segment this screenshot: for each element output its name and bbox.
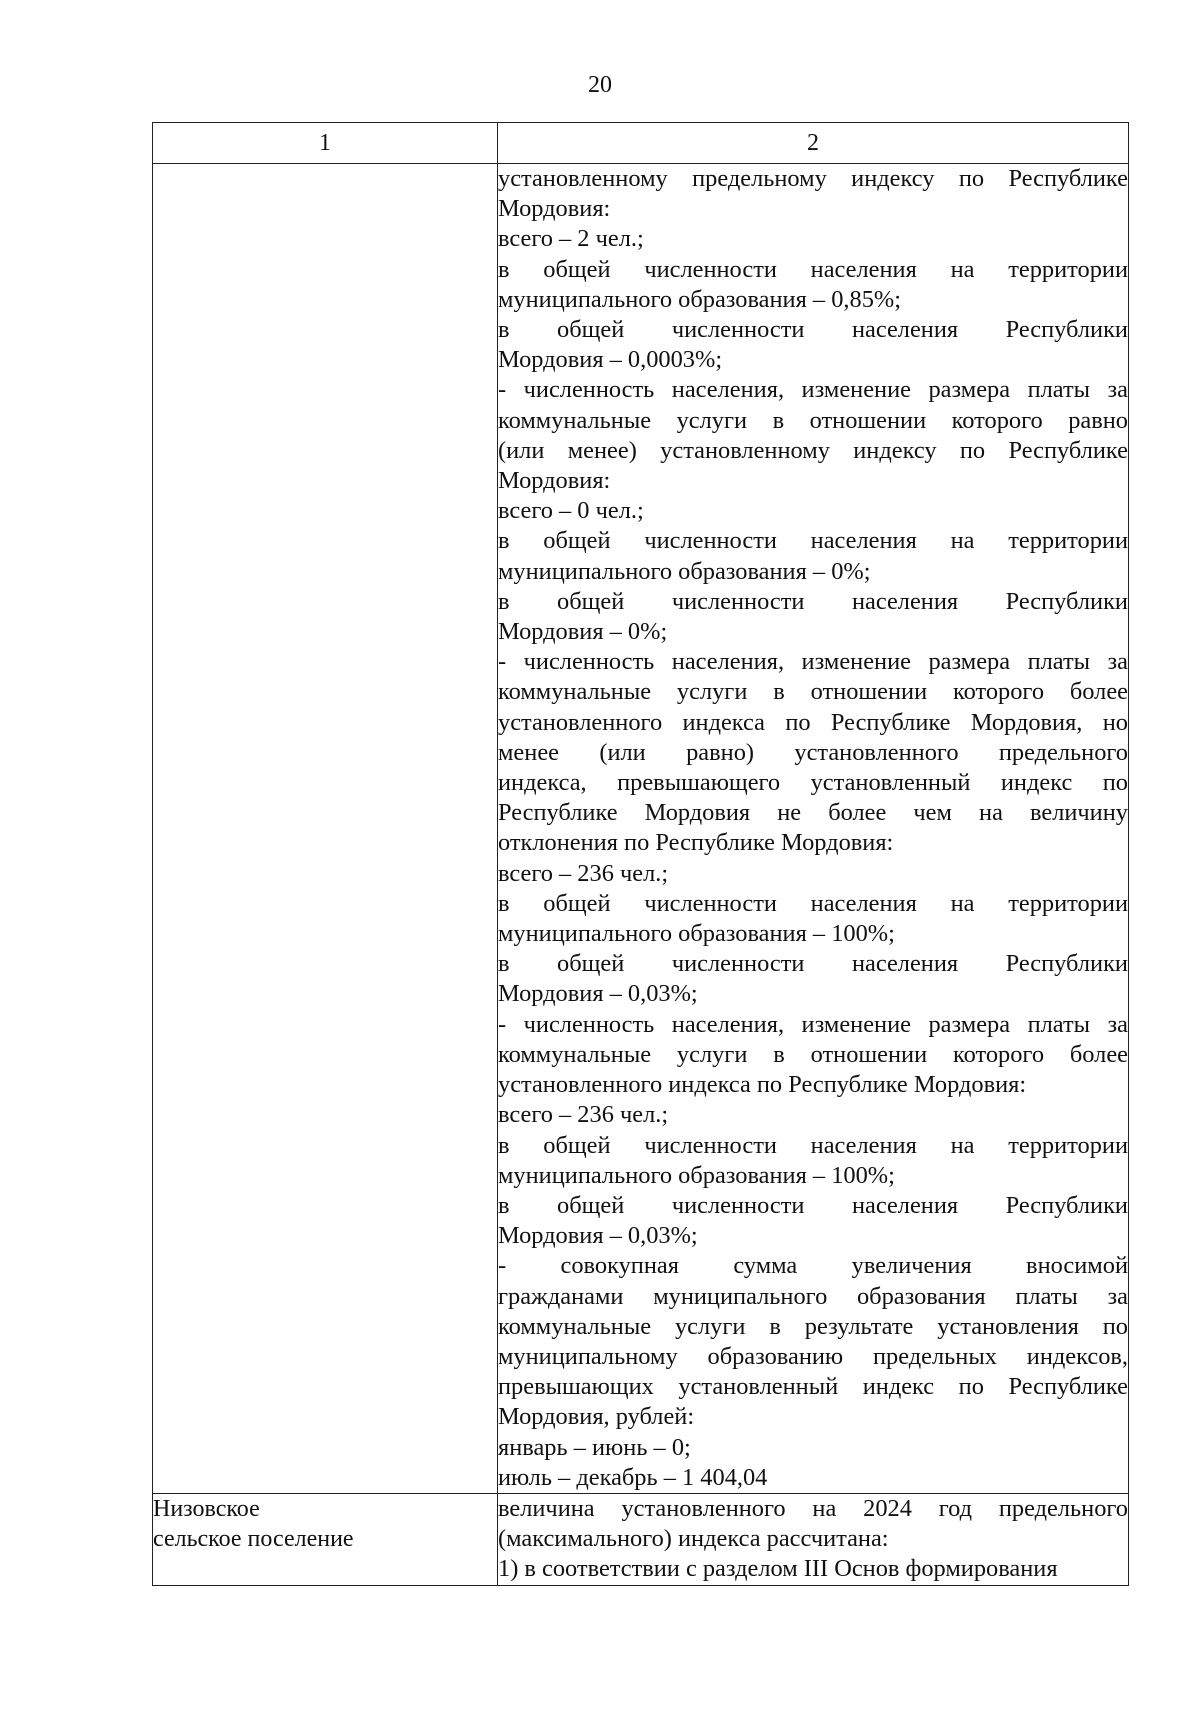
text-line: Мордовия – 0,03%; (498, 980, 698, 1008)
text-line: Мордовия, рублей: (498, 1403, 695, 1431)
text-line: в общей численности населения на территории (498, 1131, 1128, 1159)
text-line: 1) в соответствии с разделом III Основ формирования (498, 1555, 1058, 1583)
municipality-cell (153, 1493, 498, 1585)
text-line: Республике Мордовия не более чем на величину (498, 799, 1128, 827)
text-line: Мордовия: (498, 195, 611, 223)
text-line: установленного индекса по Республике Мордовия: (498, 1071, 1027, 1099)
text-line: Мордовия – 0,0003%; (498, 346, 723, 374)
page-number: 20 (588, 72, 612, 98)
text-line: коммунальные услуги в отношении которого более (498, 1040, 1128, 1068)
text-line: установленному предельному индексу по Республике (498, 165, 1128, 192)
text-line: всего – 236 чел.; (498, 1101, 669, 1129)
text-line: гражданами муниципального образования платы за (498, 1282, 1128, 1310)
text-line: - совокупная сумма увеличения вносимой (498, 1252, 1128, 1280)
text-line: январь – июнь – 0; (498, 1433, 691, 1461)
text-line: в общей численности населения на территории (498, 889, 1128, 917)
text-line: в общей численности населения Республики (498, 1191, 1128, 1219)
text-line: - численность населения, изменение размера платы за (498, 376, 1128, 404)
text-line: установленного индекса по Республике Мордовия, но (498, 708, 1128, 736)
text-line: Мордовия: (498, 467, 611, 495)
text-line: коммунальные услуги в отношении которого равно (498, 406, 1128, 434)
text-line: менее (или равно) установленного предельного (498, 738, 1128, 766)
description-cell (498, 1493, 1129, 1585)
text-line: всего – 2 чел.; (498, 225, 644, 253)
table-header-row (153, 123, 1129, 164)
table-row (153, 1493, 1129, 1585)
text-line: коммунальные услуги в отношении которого более (498, 678, 1128, 706)
table-row (153, 164, 1129, 1494)
text-line: в общей численности населения Республики (498, 950, 1128, 978)
text-line: Мордовия – 0%; (498, 618, 668, 646)
text-line: в общей численности населения Республики (498, 587, 1128, 615)
text-line: июль – декабрь – 1 404,04 (498, 1463, 768, 1491)
data-table (152, 122, 1129, 1586)
text-line: Низовское (153, 1495, 260, 1522)
text-line: в общей численности населения на территории (498, 527, 1128, 555)
text-line: коммунальные услуги в результате установления по (498, 1312, 1128, 1340)
municipality-cell (153, 164, 498, 1494)
text-line: (или менее) установленному индексу по Республике (498, 436, 1128, 464)
text-line: величина установленного на 2024 год предельного (498, 1494, 1128, 1522)
column-header-1: 1 (153, 123, 498, 164)
text-line: муниципального образования – 100%; (498, 920, 895, 948)
text-line: - численность населения, изменение размера платы за (498, 648, 1128, 676)
text-line: в общей численности населения Республики (498, 316, 1128, 344)
text-line: муниципальному образованию предельных индексов, (498, 1342, 1128, 1370)
text-line: в общей численности населения на территории (498, 255, 1128, 283)
text-line: всего – 0 чел.; (498, 497, 644, 525)
text-line: муниципального образования – 100%; (498, 1161, 895, 1189)
description-cell (498, 164, 1129, 1494)
text-line: муниципального образования – 0%; (498, 557, 871, 585)
text-line: - численность населения, изменение размера платы за (498, 1010, 1128, 1038)
text-line: (максимального) индекса рассчитана: (498, 1525, 889, 1553)
text-line: всего – 236 чел.; (498, 859, 669, 887)
text-line: сельское поселение (153, 1525, 354, 1552)
text-line: Мордовия – 0,03%; (498, 1222, 698, 1250)
text-line: отклонения по Республике Мордовия: (498, 829, 894, 857)
text-line: муниципального образования – 0,85%; (498, 285, 901, 313)
text-line: индекса, превышающего установленный индекс по (498, 769, 1128, 797)
column-header-2: 2 (498, 123, 1129, 164)
text-line: превышающих установленный индекс по Республике (498, 1373, 1128, 1401)
